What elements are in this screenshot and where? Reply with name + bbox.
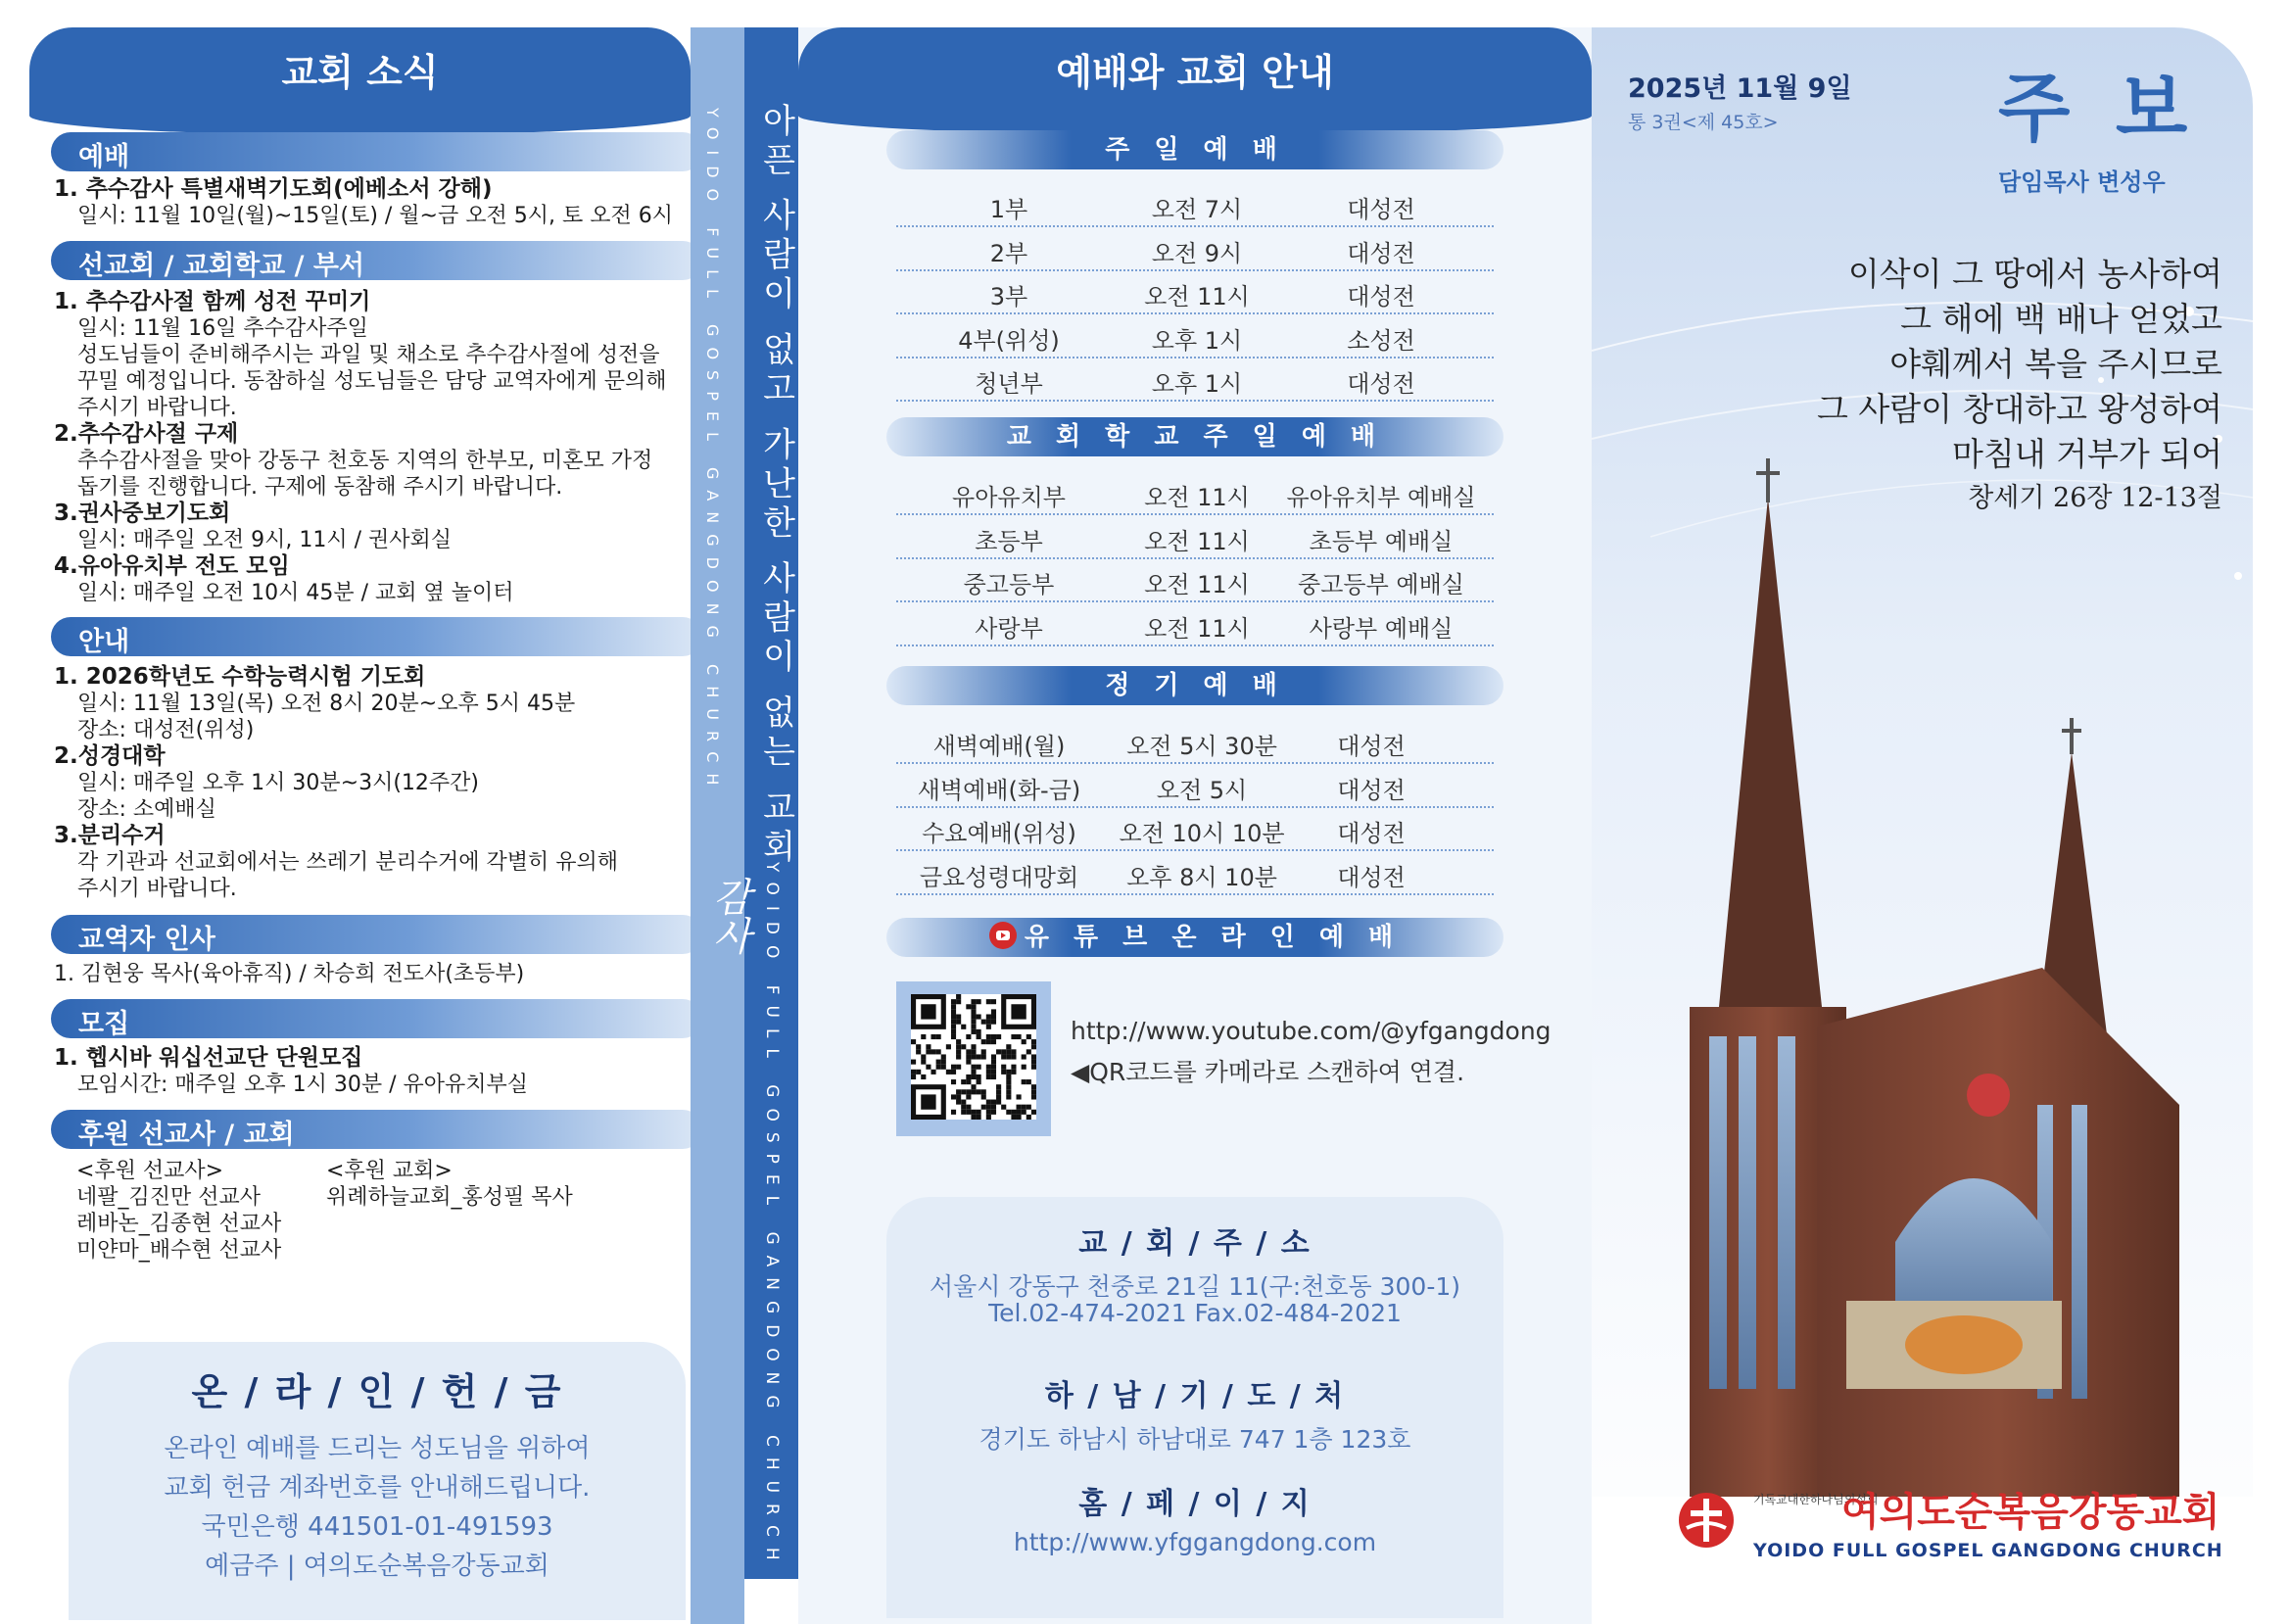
logo-english-name: YOIDO FULL GOSPEL GANGDONG CHURCH: [1753, 1540, 2223, 1561]
schedule-row: [896, 806, 1494, 851]
item-detail: 일시: 11월 16일 추수감사주일: [77, 316, 368, 341]
section-title: 예배: [78, 142, 130, 172]
schedule-cell: 대성전: [1337, 776, 1406, 804]
hanam-address: 경기도 하남시 하남대로 747 1층 123호: [978, 1425, 1411, 1454]
schedule-cell: 대성전: [1337, 863, 1406, 891]
worship-items: [54, 176, 700, 229]
item-heading: 1. 헵시바 워십선교단 단원모집: [54, 1045, 363, 1071]
section-title: 후원 선교사 / 교회: [78, 1120, 295, 1150]
notice-items: [54, 664, 700, 902]
schedule-row: [896, 226, 1494, 271]
item-heading: 2.성경대학: [54, 743, 166, 769]
mission-items: [54, 289, 700, 606]
schedule-cell: 초등부 예배실: [1309, 527, 1454, 555]
item-detail: 성도님들이 준비해주시는 과일 및 채소로 추수감사절에 성전을: [77, 343, 660, 367]
regular-worship-pill: 정 기 예 배: [886, 666, 1503, 705]
schedule-row: [896, 850, 1494, 895]
schedule-cell: 오후 8시 10분: [1126, 863, 1277, 891]
schedule-cell: 사랑부 예배실: [1309, 614, 1454, 643]
item-detail: 일시: 11월 13일(목) 오전 8시 20분~오후 5시 45분: [77, 692, 576, 716]
worship-guide-title: 예배와 교회 안내: [1056, 51, 1334, 94]
item-heading: 2.추수감사절 구제: [54, 421, 239, 447]
support-line: <후원 교회>: [326, 1159, 453, 1183]
schedule-row: [896, 557, 1494, 602]
support-missionaries: [76, 1158, 281, 1264]
section-bar-staff: [51, 915, 702, 954]
section-title: 선교회 / 교회학교 / 부서: [78, 251, 365, 281]
church-news-title: 교회 소식: [281, 51, 439, 94]
church-address-box: [886, 1197, 1503, 1618]
spine-gap: [744, 1579, 798, 1624]
item-detail: 장소: 대성전(위성): [77, 718, 255, 742]
section-title: 안내: [78, 627, 130, 657]
scripture-reference: 창세기 26장 12-13절: [1968, 483, 2222, 513]
item-detail: 일시: 매주일 오전 9시, 11시 / 권사회실: [77, 528, 453, 552]
offering-account: 국민은행 441501-01-491593: [201, 1512, 553, 1542]
offering-holder: 예금주 | 여의도순복음강동교회: [205, 1552, 549, 1581]
section-title: 모집: [78, 1009, 130, 1039]
schedule-row: [896, 601, 1494, 646]
youtube-title: 유 튜 브 온 라 인 예 배: [1024, 923, 1402, 952]
item-heading: 3.권사중보기도회: [54, 501, 231, 526]
item-heading: 4.유아유치부 전도 모임: [54, 553, 290, 579]
support-line: 네팔_김진만 선교사: [76, 1185, 262, 1210]
schedule-cell: 중고등부: [963, 571, 1055, 598]
logo-church-name: 여의도순복음강동교회: [1841, 1490, 2220, 1535]
church-logo-icon: [1677, 1491, 1736, 1550]
schedule-cell: 오전 11시: [1144, 484, 1250, 511]
schedule-cell: 대성전: [1347, 283, 1415, 310]
scripture-line: 야훼께서 복을 주시므로: [1889, 345, 2222, 383]
schedule-cell: 오전 5시: [1156, 776, 1248, 804]
youtube-worship-pill: [886, 918, 1503, 957]
section-bar-worship: [51, 132, 702, 171]
scripture-line: 이삭이 그 땅에서 농사하여: [1847, 255, 2222, 293]
schedule-row: [896, 182, 1494, 227]
offering-line: 온라인 예배를 드리는 성도님을 위하여: [164, 1434, 591, 1463]
bulletin-volume: 통 3권<제 45호>: [1628, 112, 1779, 133]
schedule-cell: 청년부: [975, 370, 1043, 398]
recruit-items: [54, 1045, 700, 1098]
section-title: 교역자 인사: [78, 925, 215, 955]
homepage-title: 홈 / 페 / 이 / 지: [1078, 1487, 1312, 1521]
hanam-title: 하 / 남 / 기 / 도 / 처: [1044, 1379, 1346, 1413]
schedule-cell: 1부: [989, 196, 1028, 223]
offering-line: 교회 헌금 계좌번호를 안내해드립니다.: [164, 1473, 591, 1503]
schedule-cell: 오전 11시: [1144, 614, 1250, 643]
schedule-cell: 오전 7시: [1151, 196, 1243, 223]
schedule-cell: 오후 1시: [1151, 326, 1243, 355]
schedule-cell: 대성전: [1337, 733, 1406, 760]
support-line: <후원 선교사>: [76, 1159, 224, 1183]
item-detail: 주시기 바랍니다.: [77, 877, 237, 901]
schedule-cell: 오전 11시: [1144, 283, 1250, 310]
spine-korean-slogan: 아픈 사람이 없고 가난한 사람이 없는 교회: [756, 103, 795, 868]
schedule-cell: 대성전: [1347, 239, 1415, 267]
sunday-worship-pill: 주 일 예 배: [886, 130, 1503, 169]
schedule-cell: 중고등부 예배실: [1298, 571, 1464, 598]
schedule-cell: 사랑부: [975, 614, 1043, 643]
senior-pastor: 담임목사 변성우: [1998, 168, 2166, 196]
qr-code[interactable]: [911, 994, 1036, 1120]
item-heading: 1. 2026학년도 수학능력시험 기도회: [54, 664, 426, 690]
youtube-qr-note: ◀QR코드를 카메라로 스캔하여 연결.: [1071, 1058, 1465, 1086]
offering-title: 온 / 라 / 인 / 헌 / 금: [191, 1370, 563, 1413]
schedule-cell: 유아유치부 예배실: [1286, 484, 1476, 511]
schedule-cell: 새벽예배(월): [932, 733, 1066, 760]
schedule-row: [896, 313, 1494, 358]
scripture-line: 그 사람이 창대하고 왕성하여: [1816, 390, 2222, 428]
scripture-line: 그 해에 백 배나 얻었고: [1900, 300, 2222, 338]
item-heading: 3.분리수거: [54, 823, 166, 848]
worship-guide-header: [798, 27, 1592, 116]
school-worship-pill: 교 회 학 교 주 일 예 배: [886, 417, 1503, 456]
address-title: 교 / 회 / 주 / 소: [1078, 1226, 1312, 1261]
section-bar-notice: [51, 617, 702, 656]
schedule-cell: 오후 1시: [1151, 370, 1243, 398]
item-detail: 추수감사절을 맞아 강동구 천호동 지역의 한부모, 미혼모 가정: [77, 449, 653, 473]
item-detail: 1. 김현웅 목사(육아휴직) / 차승희 전도사(초등부): [54, 962, 525, 986]
schedule-cell: 수요예배(위성): [922, 820, 1076, 847]
phone-fax: Tel.02-474-2021 Fax.02-484-2021: [988, 1299, 1402, 1327]
schedule-row: [896, 470, 1494, 515]
support-line: 위례하늘교회_홍성필 목사: [326, 1185, 573, 1210]
support-churches: [326, 1158, 573, 1211]
item-detail: 장소: 소예배실: [77, 797, 216, 822]
schedule-cell: 대성전: [1347, 196, 1415, 223]
item-detail: 꾸밀 예정입니다. 동참하실 성도님들은 담당 교역자에게 문의해: [77, 369, 667, 394]
schedule-cell: 대성전: [1347, 370, 1415, 398]
section-bar-support: [51, 1110, 702, 1149]
section-bar-recruit: [51, 999, 702, 1038]
schedule-cell: 2부: [989, 239, 1028, 267]
schedule-row: [896, 719, 1494, 764]
item-detail: 돕기를 진행합니다. 구제에 동참해 주시기 바랍니다.: [77, 475, 563, 500]
schedule-cell: 3부: [989, 283, 1028, 310]
schedule-cell: 유아유치부: [952, 484, 1066, 511]
schedule-cell: 새벽예배(화-금): [917, 776, 1081, 804]
schedule-cell: 오전 9시: [1151, 239, 1243, 267]
support-line: 레바논_김종현 선교사: [76, 1212, 282, 1236]
item-detail: 모임시간: 매주일 오후 1시 30분 / 유아유치부실: [77, 1073, 529, 1097]
schedule-row: [896, 763, 1494, 808]
schedule-cell: 대성전: [1337, 820, 1406, 847]
schedule-cell: 오전 11시: [1144, 571, 1250, 598]
spine-script-thanks: 감사: [706, 877, 751, 955]
staff-items: [54, 961, 700, 987]
item-detail: 각 기관과 선교회에서는 쓰레기 분리수거에 각별히 유의해: [77, 850, 619, 875]
address-line: 서울시 강동구 천중로 21길 11(구:천호동 300-1): [929, 1272, 1461, 1301]
schedule-cell: 오전 10시 10분: [1119, 820, 1285, 847]
item-detail: 일시: 11월 10일(월)~15일(토) / 월~금 오전 5시, 토 오전 6시: [77, 204, 673, 228]
schedule-row: [896, 514, 1494, 559]
bulletin-title: 주 보: [1998, 65, 2198, 152]
item-detail: 일시: 매주일 오후 1시 30분~3시(12주간): [77, 771, 479, 795]
schedule-cell: 소성전: [1347, 326, 1415, 355]
item-detail: 주시기 바랍니다.: [77, 396, 237, 420]
spine-english-dark: YOIDO FULL GOSPEL GANGDONG CHURCH: [762, 862, 782, 1571]
support-line: 미얀마_배수현 선교사: [76, 1238, 282, 1263]
homepage-url[interactable]: http://www.yfggangdong.com: [1013, 1528, 1377, 1556]
bulletin-date: 2025년 11월 9일: [1628, 73, 1852, 104]
scripture-line: 마침내 거부가 되어: [1951, 435, 2222, 473]
schedule-row: [896, 269, 1494, 314]
church-news-header: [29, 27, 691, 116]
youtube-icon: [989, 922, 1017, 949]
item-heading: 1. 추수감사 특별새벽기도회(에베소서 강해): [54, 176, 493, 202]
youtube-url[interactable]: http://www.youtube.com/@yfgangdong: [1071, 1017, 1551, 1045]
item-heading: 1. 추수감사절 함께 성전 꾸미기: [54, 289, 371, 314]
online-offering-box: [69, 1342, 686, 1620]
schedule-cell: 금요성령대망회: [919, 863, 1079, 891]
schedule-cell: 오전 5시 30분: [1126, 733, 1277, 760]
item-detail: 일시: 매주일 오전 10시 45분 / 교회 옆 놀이터: [77, 581, 514, 605]
spine-english-light: YOIDO FULL GOSPEL GANGDONG CHURCH: [703, 108, 722, 796]
schedule-cell: 4부(위성): [958, 326, 1060, 355]
section-bar-mission: [51, 241, 702, 280]
schedule-row: [896, 357, 1494, 402]
schedule-cell: 오전 11시: [1144, 527, 1250, 555]
schedule-cell: 초등부: [975, 527, 1043, 555]
logo-denomination: 기독교대한하나님의성회: [1753, 1493, 1879, 1506]
